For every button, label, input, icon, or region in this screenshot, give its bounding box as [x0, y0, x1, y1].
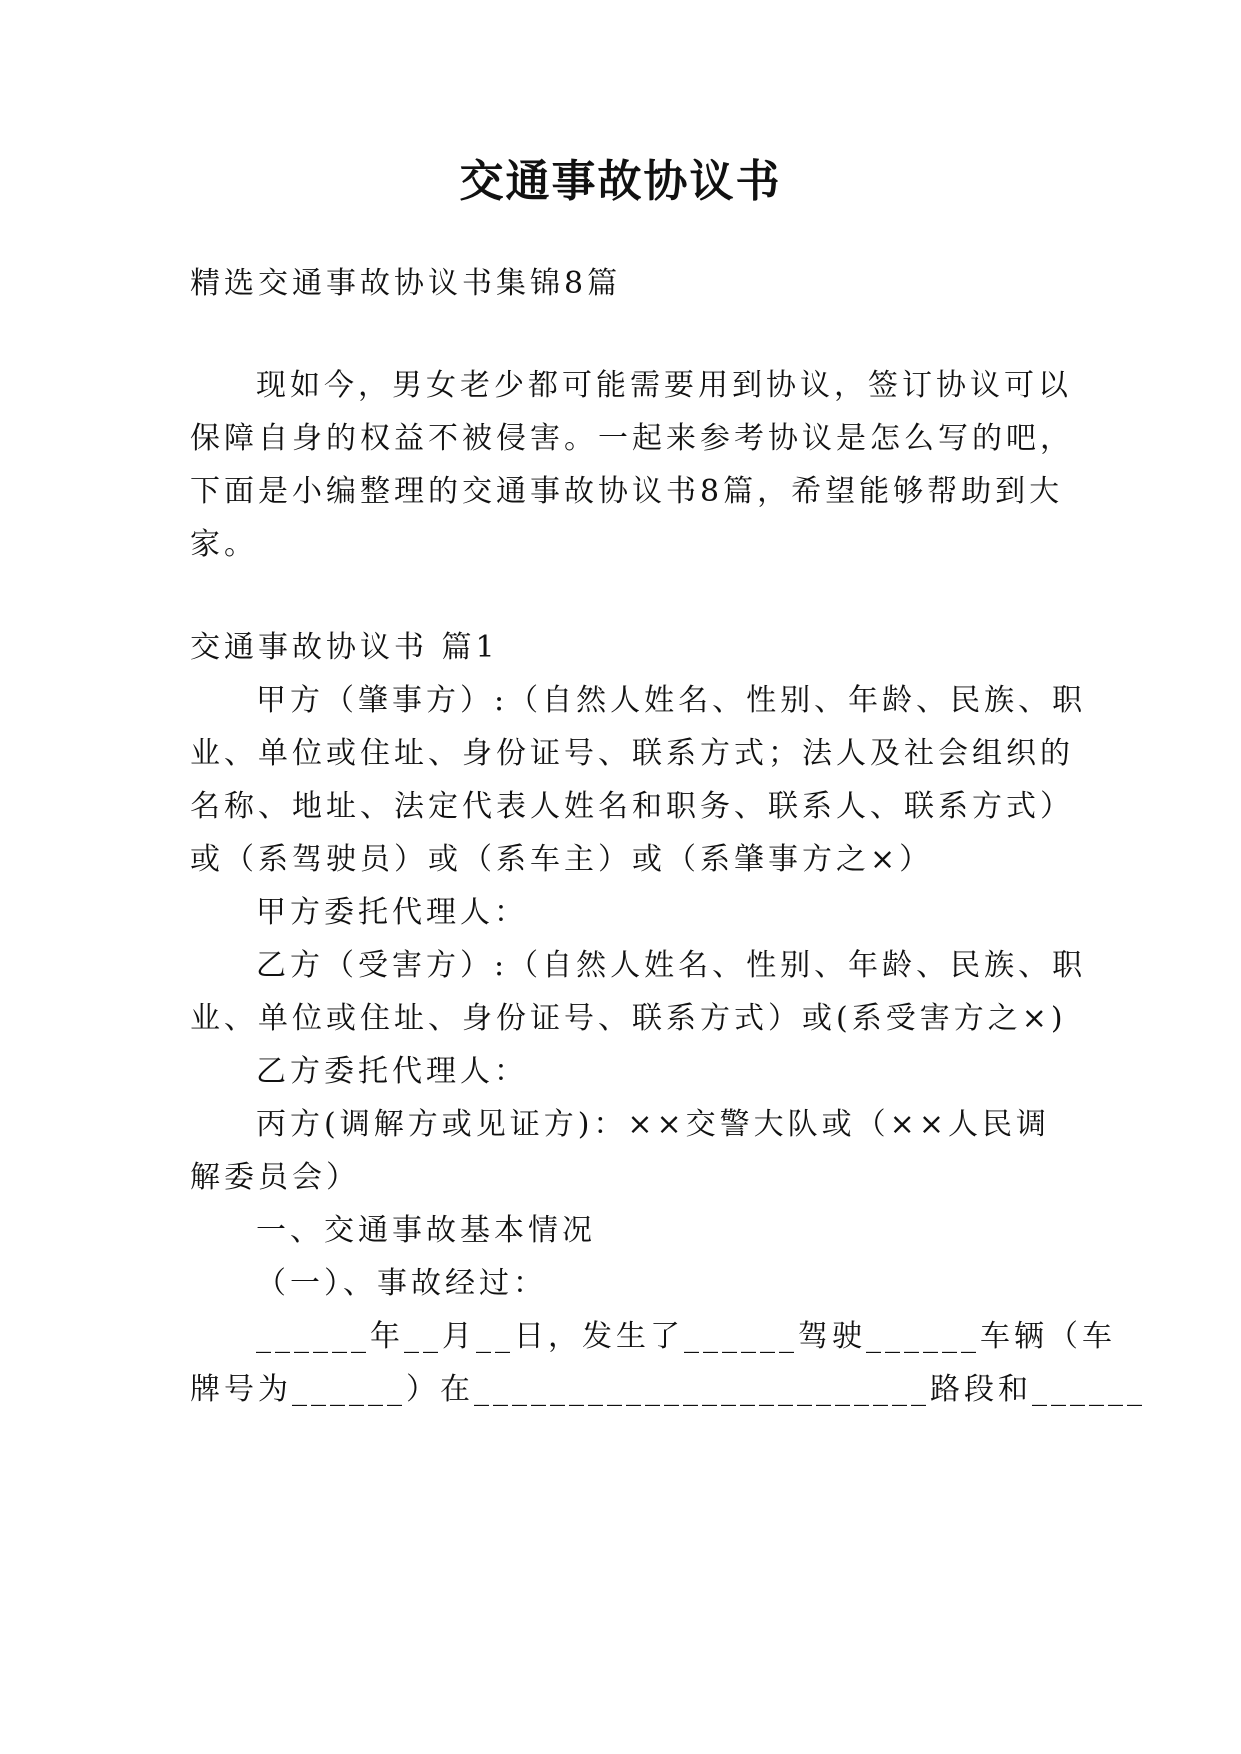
intro-line: 保障自身的权益不被侵害。一起来参考协议是怎么写的吧，	[190, 421, 1074, 456]
section-heading: 交通事故协议书 篇1	[190, 630, 499, 665]
body-line: 解委员会）	[190, 1160, 360, 1195]
body-line: 牌号为______）在________________________路段和______	[190, 1372, 1146, 1407]
document-subtitle: 精选交通事故协议书集锦8篇	[190, 266, 622, 301]
intro-line: 家。	[190, 527, 258, 562]
body-line: 业、单位或住址、身份证号、联系方式）或(系受害方之×)	[190, 1001, 1067, 1036]
body-line: 业、单位或住址、身份证号、联系方式；法人及社会组织的	[190, 736, 1074, 771]
body-line: 或（系驾驶员）或（系车主）或（系肇事方之×）	[190, 842, 934, 877]
body-line: 甲方委托代理人：	[256, 895, 528, 930]
intro-line: 下面是小编整理的交通事故协议书8篇，希望能够帮助到大	[190, 474, 1064, 509]
body-line: 名称、地址、法定代表人姓名和职务、联系人、联系方式）	[190, 789, 1074, 824]
body-line: 甲方（肇事方）:（自然人姓名、性别、年龄、民族、职	[256, 683, 1087, 718]
body-line: 乙方（受害方）:（自然人姓名、性别、年龄、民族、职	[256, 948, 1087, 983]
intro-line: 现如今，男女老少都可能需要用到协议，签订协议可以	[256, 368, 1072, 403]
body-line: 丙方(调解方或见证方)：××交警大队或（××人民调	[256, 1107, 1050, 1142]
body-line: （一）、事故经过：	[256, 1266, 547, 1301]
body-line: ______年__月__日，发生了______驾驶______车辆（车	[256, 1319, 1116, 1354]
body-line: 一、交通事故基本情况	[256, 1213, 596, 1248]
document-title: 交通事故协议书	[459, 156, 782, 207]
body-line: 乙方委托代理人：	[256, 1054, 528, 1089]
